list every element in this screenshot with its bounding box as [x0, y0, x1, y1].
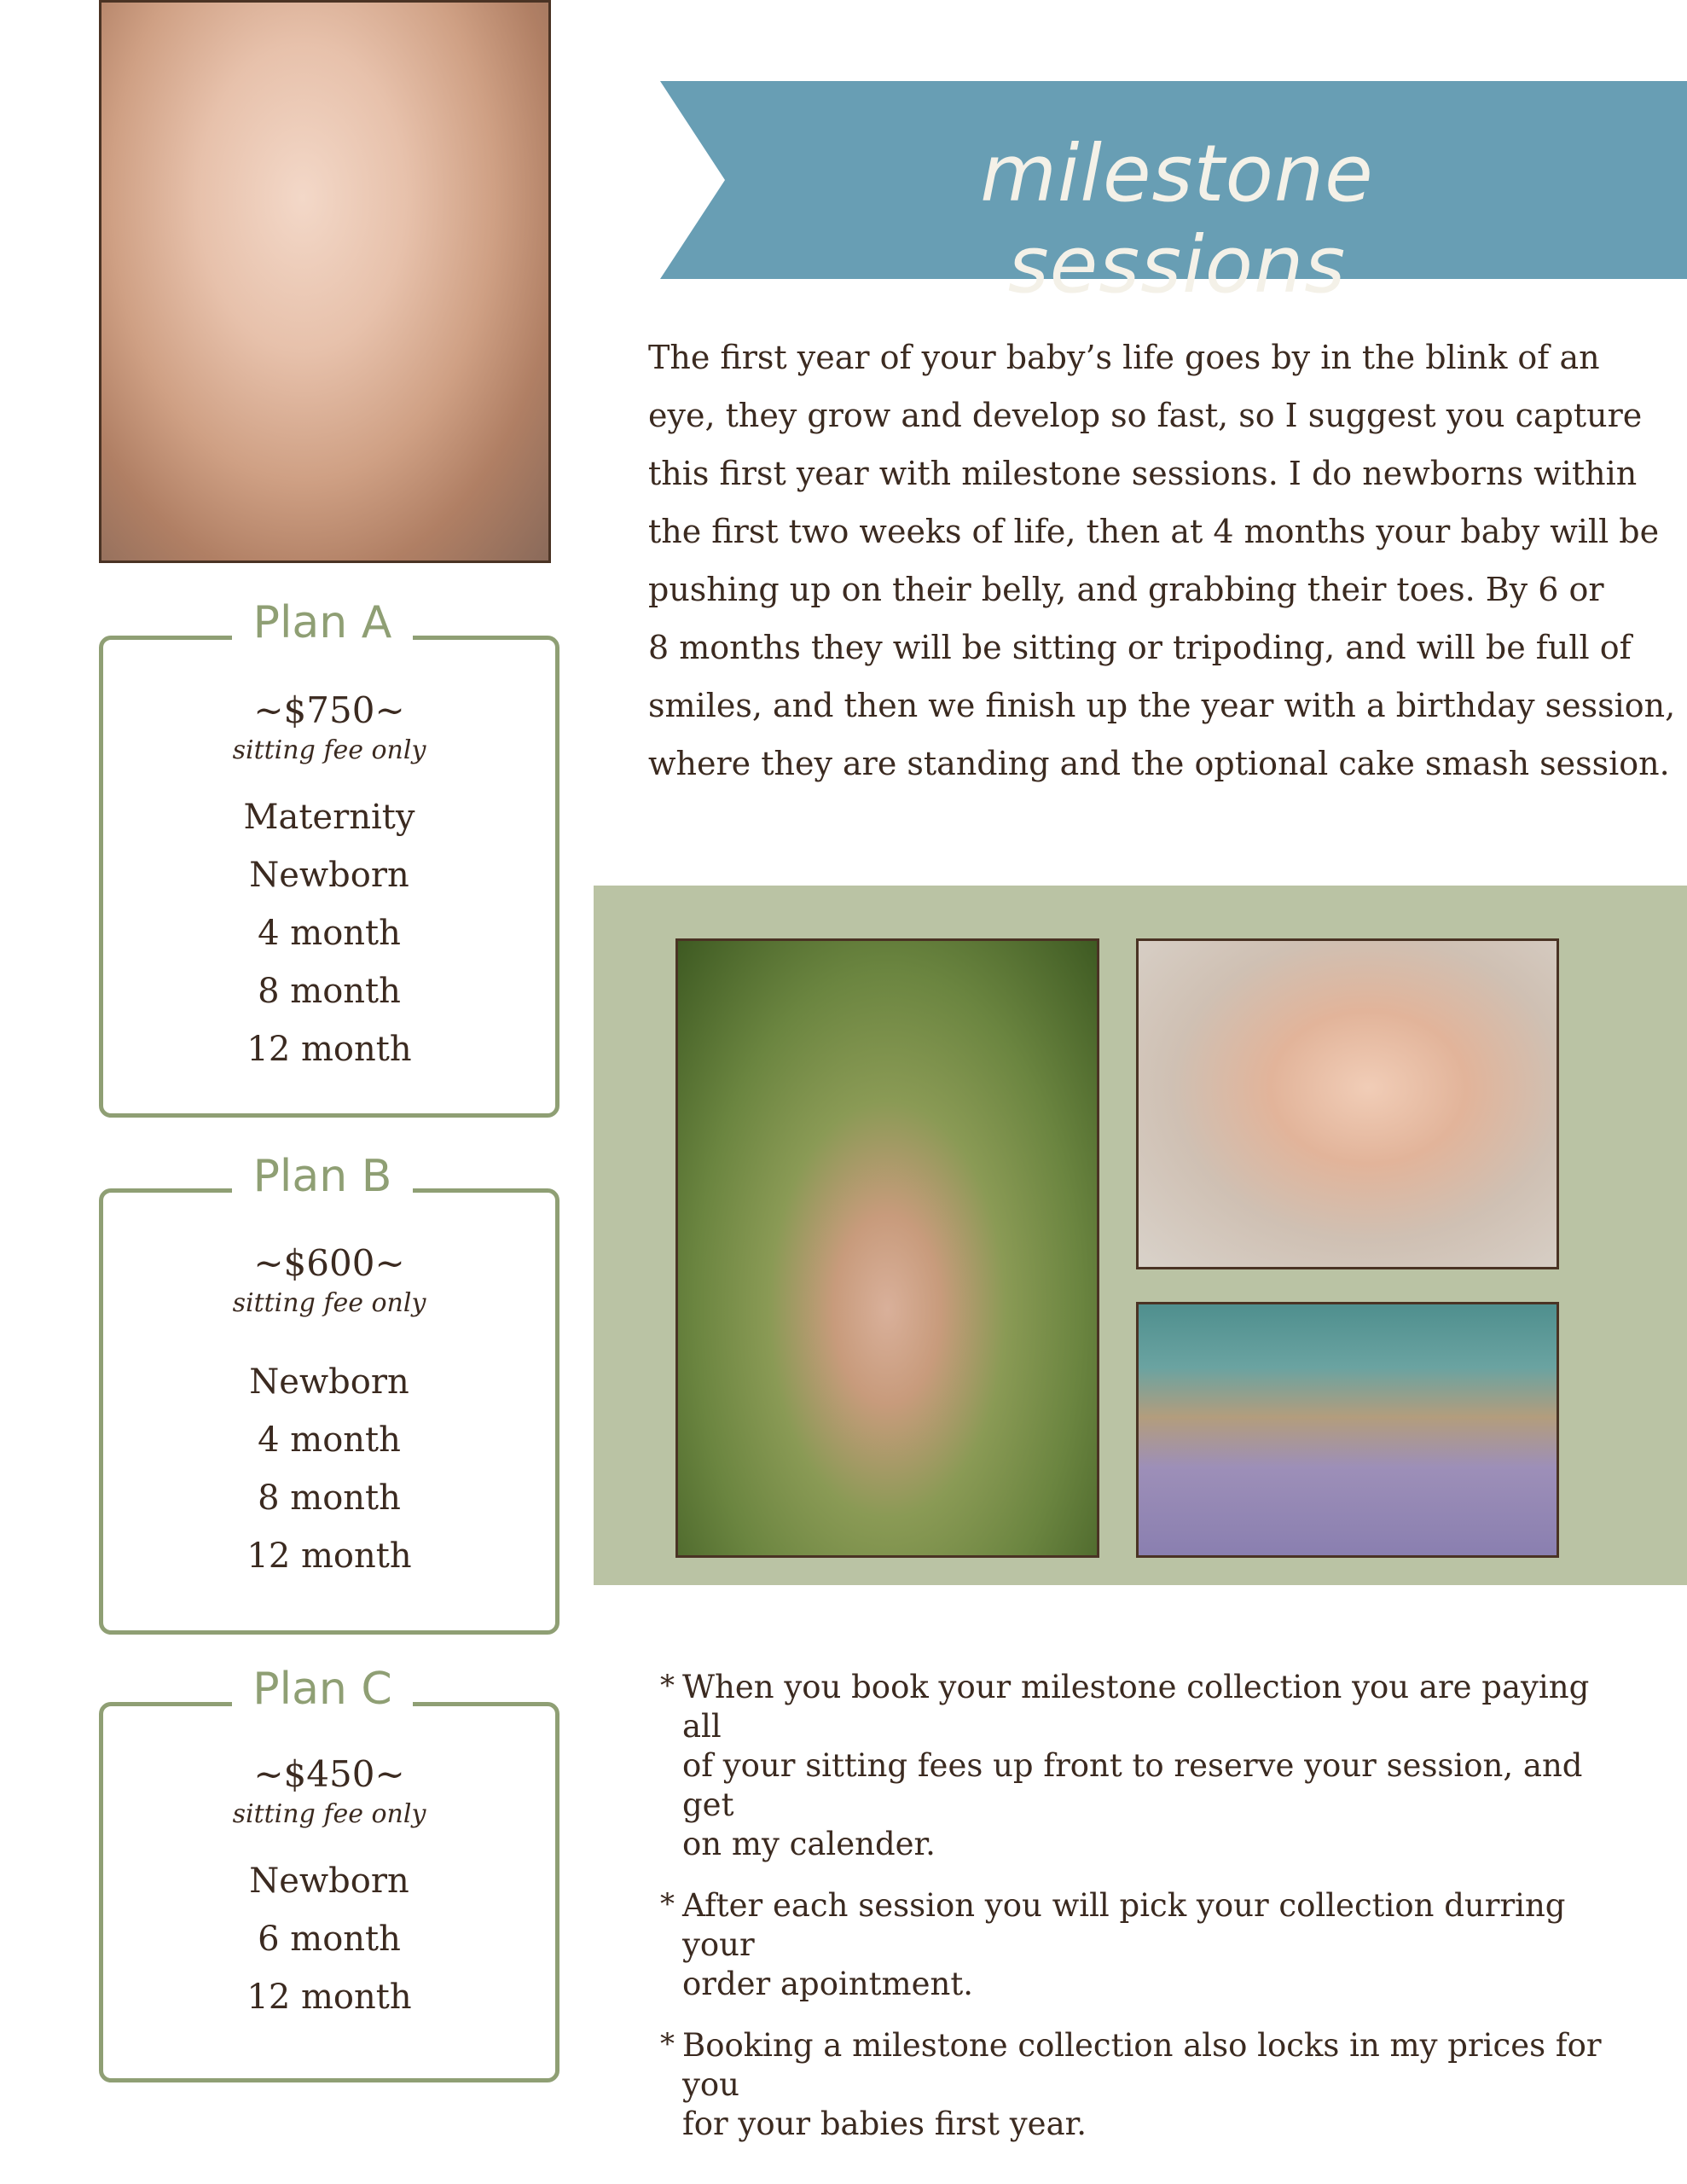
note-line: When you book your milestone collection you are paying all [682, 1669, 1590, 1745]
plan-item: 8 month [258, 1478, 401, 1518]
plan-c-subtitle: sitting fee only [232, 1799, 426, 1829]
newborn-photo [99, 0, 551, 563]
plan-a-content [99, 689, 559, 1078]
plan-b-title: Plan B [232, 1149, 413, 1204]
plan-b-content [99, 1242, 559, 1585]
baby-in-grass-photo [675, 938, 1099, 1558]
plan-item: 12 month [246, 1978, 412, 2017]
plan-item: Newborn [249, 856, 409, 895]
plan-item: 8 month [258, 972, 401, 1011]
note-line: After each session you will pick your collection durring your [682, 1887, 1566, 1963]
plan-item: 4 month [258, 1420, 401, 1460]
plan-b-items [99, 1353, 559, 1585]
note-line: for your babies first year. [682, 2106, 1087, 2142]
asterisk-bullet: * [660, 2027, 675, 2061]
plan-item: Newborn [249, 1362, 409, 1402]
note-line: on my calender. [682, 1826, 936, 1862]
note-line: order apointment. [682, 1966, 973, 2002]
plan-item: Maternity [243, 798, 415, 837]
intro-line: pushing up on their belly, and grabbing their toes. By 6 or [648, 571, 1604, 608]
plan-c-items [99, 1852, 559, 2026]
intro-line: where they are standing and the optional cake smash session. [648, 745, 1670, 782]
plan-a-subtitle: sitting fee only [232, 735, 426, 765]
notes-section [655, 1668, 1602, 2166]
note-line: Booking a milestone collection also locks in my prices for you [682, 2027, 1602, 2103]
asterisk-bullet: * [660, 1887, 675, 1921]
plan-c-title: Plan C [232, 1662, 413, 1716]
asterisk-bullet: * [660, 1669, 675, 1703]
plan-a-title: Plan A [232, 595, 413, 650]
note-item [655, 1668, 1602, 1864]
note-item [655, 2026, 1602, 2144]
intro-line: the first two weeks of life, then at 4 months your baby will be [648, 513, 1660, 550]
plan-item: 12 month [246, 1030, 412, 1069]
plan-item: 4 month [258, 914, 401, 953]
note-line: of your sitting fees up front to reserve your session, and get [682, 1747, 1583, 1823]
plan-item: Newborn [249, 1862, 409, 1901]
plan-c-price: ~$450~ [253, 1753, 405, 1795]
intro-line: 8 months they will be sitting or tripoding, and will be full of [648, 629, 1632, 666]
plan-a-items [99, 788, 559, 1078]
plan-c-content [99, 1753, 559, 2026]
intro-line: The first year of your baby’s life goes by in the blink of an [648, 339, 1600, 376]
plan-b-price: ~$600~ [253, 1242, 405, 1284]
page-title: milestone sessions [980, 128, 1374, 311]
note-item [655, 1886, 1602, 2004]
plan-a-price: ~$750~ [253, 689, 405, 731]
cake-smash-photo [1136, 1302, 1559, 1558]
plan-item: 12 month [246, 1536, 412, 1576]
baby-lying-photo [1136, 938, 1559, 1269]
intro-line: smiles, and then we finish up the year with a birthday session, [648, 687, 1676, 724]
plan-b-subtitle: sitting fee only [232, 1288, 426, 1318]
intro-line: eye, they grow and develop so fast, so I suggest you capture [648, 397, 1643, 434]
intro-line: this first year with milestone sessions. I do newborns within [648, 455, 1638, 492]
plan-item: 6 month [258, 1920, 401, 1959]
intro-paragraph [648, 328, 1676, 793]
